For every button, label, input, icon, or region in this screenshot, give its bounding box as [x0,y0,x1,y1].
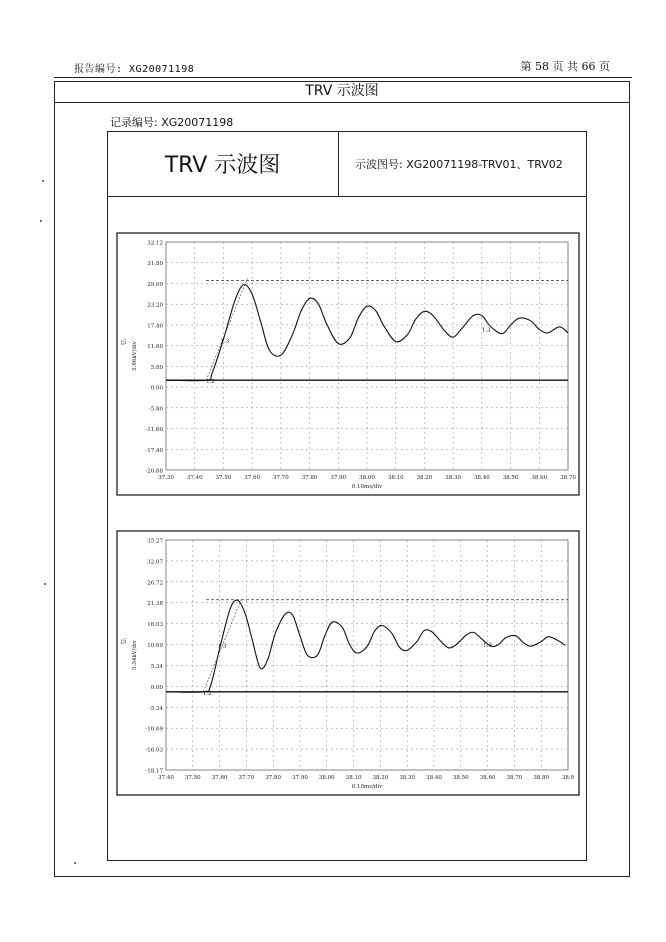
x-tick-label: 38.20 [416,475,433,481]
y-axis-scale: 5.34kV/div [132,640,138,670]
x-tick-label: 38.70 [560,475,576,481]
oscillogram-title-box [107,131,339,197]
y-tick-label: 23.20 [147,302,163,309]
cursor-marker: 1.3 [481,327,491,334]
y-tick-label: 11.60 [147,344,163,351]
x-tick-label: 37.80 [301,475,318,481]
document-title: TRV 示波图 [54,81,630,103]
cursor-marker: 1.2 [206,379,215,386]
trv-oscillogram-1 [116,232,580,496]
x-tick-label: 38.30 [445,475,462,481]
x-tick-label: 37.40 [158,775,174,781]
y-axis-scale: 5.86kV/div [132,341,138,371]
trv-oscillogram-2 [116,530,580,796]
y-axis-symbol: Uᵢ [121,637,128,645]
x-tick-label: 37.90 [330,475,347,481]
x-tick-label: 38.80 [533,775,550,781]
plot-area [166,242,568,470]
y-tick-label: -16.03 [145,747,163,754]
y-tick-label: 17.40 [147,323,163,330]
y-tick-label: 0.00 [150,385,163,392]
x-tick-label: 38.40 [426,775,442,781]
x-tick-label: 37.50 [184,775,201,781]
x-tick-label: 37.60 [244,475,261,481]
scan-speck [74,862,76,864]
x-tick-label: 37.70 [238,775,255,781]
cursor-marker: 1.3 [220,338,230,345]
x-axis-scale: 0.10ms/div [351,484,383,490]
x-tick-label: 37.30 [158,475,174,481]
y-tick-label: 26.72 [147,580,163,587]
y-tick-label: 29.09 [147,281,163,288]
x-tick-label: 38.10 [345,775,362,781]
x-tick-label: 38.60 [531,475,548,481]
x-tick-label: 38.60 [479,775,496,781]
scan-speck [44,583,46,585]
record-number: 记录编号: XG20071198 [110,116,234,129]
plot-area [166,540,568,770]
x-tick-label: 37.60 [211,775,228,781]
cursor-marker: 1.3 [483,642,492,649]
header-divider [54,77,632,78]
chart-border [117,233,579,495]
x-tick-label: 37.90 [292,775,308,781]
scan-speck [40,220,42,222]
y-tick-label: 31.80 [147,261,163,268]
y-tick-label: -17.40 [145,447,163,454]
y-tick-label: 35.27 [147,538,163,545]
x-tick-label: 38.40 [473,475,490,481]
y-tick-label: -5.34 [148,705,163,712]
y-tick-label: -10.69 [145,726,163,733]
x-tick-label: 37.40 [186,475,203,481]
x-tick-label: 37.80 [265,775,282,781]
x-tick-label: 37.70 [272,475,289,481]
x-tick-label: 38.00 [359,475,375,481]
y-tick-label: -5.80 [148,406,163,413]
y-tick-label: 5.80 [150,364,163,371]
x-tick-label: 38.30 [399,775,416,781]
x-tick-label: 38.20 [372,775,389,781]
cursor-marker: 1.3 [217,643,227,650]
y-tick-label: 21.38 [147,601,163,608]
y-tick-label: 32.07 [147,559,163,566]
y-tick-label: -11.60 [145,427,163,434]
y-tick-label: 32.12 [147,240,163,247]
y-tick-label: 5.34 [150,663,163,670]
y-axis-symbol: Uᵢ [121,338,128,346]
oscillogram-title: TRV 示波图 [164,153,281,178]
scan-speck [42,180,44,182]
page-info: 第 58 页 共 66 页 [520,60,610,73]
y-tick-label: 10.69 [147,643,163,650]
y-tick-label: 0.00 [150,684,163,691]
x-axis-scale: 0.10ms/div [351,784,383,790]
x-tick-label: 38.00 [318,775,335,781]
x-tick-label: 38.10 [387,475,404,481]
cursor-marker: 1.2 [202,690,212,697]
y-tick-label: -20.88 [145,468,163,475]
x-tick-label: 38.50 [452,775,469,781]
chart-border [117,531,579,795]
x-tick-label: 38.70 [506,775,523,781]
y-tick-label: -18.17 [145,768,163,775]
x-tick-label: 37.50 [215,475,232,481]
x-tick-label: 38.9 [561,775,575,781]
x-tick-label: 38.50 [502,475,519,481]
oscillogram-id: 示波图号: XG20071198-TRV01、TRV02 [355,157,563,171]
y-tick-label: 16.03 [147,622,163,629]
report-number: 报告编号: XG20071198 [74,64,195,75]
oscillogram-id-box [339,131,587,197]
